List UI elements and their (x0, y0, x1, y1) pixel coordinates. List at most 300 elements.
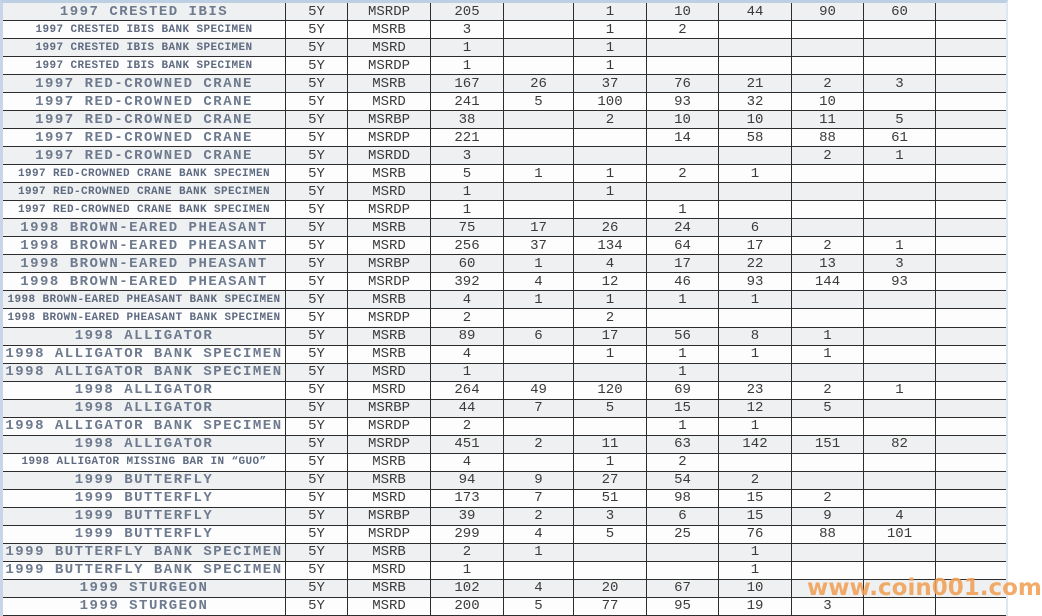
value-cell: 1 (574, 183, 647, 201)
empty-cell (936, 165, 1006, 183)
empty-cell (936, 544, 1006, 562)
value-cell: 75 (431, 219, 504, 237)
value-cell: 151 (792, 436, 864, 454)
denomination-cell: 5Y (286, 219, 348, 237)
value-cell: 95 (647, 598, 719, 616)
grade-code-cell: MSRB (348, 219, 431, 237)
empty-cell (936, 382, 1006, 400)
table-row (3, 382, 1006, 400)
denomination-cell: 5Y (286, 273, 348, 291)
empty-cell (936, 237, 1006, 255)
value-cell: 5 (864, 111, 936, 129)
value-cell (504, 201, 574, 219)
empty-cell (936, 57, 1006, 75)
value-cell: 76 (647, 75, 719, 93)
value-cell: 10 (647, 3, 719, 21)
coin-name-cell: 1998 BROWN-EARED PHEASANT BANK SPECIMEN (3, 291, 286, 309)
value-cell: 12 (574, 273, 647, 291)
value-cell (864, 598, 936, 616)
coin-name-cell: 1997 RED-CROWNED CRANE BANK SPECIMEN (3, 165, 286, 183)
empty-cell (936, 291, 1006, 309)
coin-grading-table (3, 3, 1006, 616)
value-cell (864, 580, 936, 598)
table-row (3, 21, 1006, 39)
empty-cell (936, 201, 1006, 219)
value-cell: 241 (431, 93, 504, 111)
grade-code-cell: MSRB (348, 75, 431, 93)
value-cell (719, 57, 792, 75)
value-cell: 1 (574, 39, 647, 57)
coin-name-cell: 1998 ALLIGATOR (3, 382, 286, 400)
value-cell: 1 (431, 562, 504, 580)
table-row (3, 562, 1006, 580)
empty-cell (936, 418, 1006, 436)
value-cell: 3 (792, 598, 864, 616)
coin-name-cell: 1998 BROWN-EARED PHEASANT (3, 237, 286, 255)
value-cell (647, 39, 719, 57)
value-cell (719, 147, 792, 165)
value-cell: 23 (719, 382, 792, 400)
value-cell (719, 39, 792, 57)
grade-code-cell: MSRD (348, 598, 431, 616)
value-cell: 4 (574, 255, 647, 273)
value-cell (504, 147, 574, 165)
value-cell: 4 (431, 454, 504, 472)
empty-cell (936, 346, 1006, 364)
value-cell (792, 418, 864, 436)
value-cell: 120 (574, 382, 647, 400)
table-row (3, 183, 1006, 201)
value-cell: 4 (504, 526, 574, 544)
value-cell: 2 (431, 544, 504, 562)
value-cell: 167 (431, 75, 504, 93)
coin-name-cell: 1998 ALLIGATOR BANK SPECIMEN (3, 364, 286, 382)
value-cell: 94 (431, 472, 504, 490)
value-cell: 4 (504, 273, 574, 291)
coin-name-cell: 1999 BUTTERFLY BANK SPECIMEN (3, 544, 286, 562)
coin-name-cell: 1998 ALLIGATOR (3, 400, 286, 418)
value-cell (864, 328, 936, 346)
value-cell (864, 219, 936, 237)
grade-code-cell: MSRB (348, 454, 431, 472)
value-cell: 1 (574, 57, 647, 75)
value-cell (504, 346, 574, 364)
value-cell: 1 (647, 364, 719, 382)
grade-code-cell: MSRDP (348, 309, 431, 327)
value-cell (792, 309, 864, 327)
value-cell (864, 201, 936, 219)
empty-cell (936, 526, 1006, 544)
value-cell (864, 165, 936, 183)
value-cell: 4 (504, 580, 574, 598)
table-row (3, 364, 1006, 382)
value-cell: 11 (574, 436, 647, 454)
table-row (3, 526, 1006, 544)
empty-cell (936, 364, 1006, 382)
table-row (3, 400, 1006, 418)
value-cell: 56 (647, 328, 719, 346)
value-cell (719, 454, 792, 472)
value-cell: 98 (647, 490, 719, 508)
denomination-cell: 5Y (286, 147, 348, 165)
value-cell: 14 (647, 129, 719, 147)
value-cell: 10 (719, 580, 792, 598)
value-cell (864, 346, 936, 364)
value-cell: 101 (864, 526, 936, 544)
value-cell: 1 (647, 201, 719, 219)
value-cell (504, 3, 574, 21)
empty-cell (936, 328, 1006, 346)
empty-cell (936, 472, 1006, 490)
coin-name-cell: 1999 STURGEON (3, 598, 286, 616)
value-cell: 205 (431, 3, 504, 21)
value-cell (504, 454, 574, 472)
value-cell (719, 364, 792, 382)
value-cell (647, 147, 719, 165)
value-cell: 10 (792, 93, 864, 111)
value-cell: 2 (647, 21, 719, 39)
value-cell: 256 (431, 237, 504, 255)
value-cell (864, 472, 936, 490)
value-cell (574, 129, 647, 147)
value-cell (792, 562, 864, 580)
table-row (3, 291, 1006, 309)
value-cell: 7 (504, 490, 574, 508)
grade-code-cell: MSRB (348, 544, 431, 562)
denomination-cell: 5Y (286, 562, 348, 580)
value-cell: 134 (574, 237, 647, 255)
watermark: www.coin001.com (807, 575, 1042, 601)
value-cell: 77 (574, 598, 647, 616)
value-cell: 67 (647, 580, 719, 598)
table-row (3, 75, 1006, 93)
grade-code-cell: MSRD (348, 382, 431, 400)
value-cell: 58 (719, 129, 792, 147)
table-row (3, 165, 1006, 183)
coin-name-cell: 1997 CRESTED IBIS BANK SPECIMEN (3, 39, 286, 57)
value-cell: 4 (864, 508, 936, 526)
table-row (3, 93, 1006, 111)
coin-name-cell: 1998 ALLIGATOR (3, 436, 286, 454)
value-cell: 38 (431, 111, 504, 129)
empty-cell (936, 255, 1006, 273)
value-cell: 1 (574, 346, 647, 364)
value-cell (792, 57, 864, 75)
value-cell (864, 454, 936, 472)
table-row (3, 309, 1006, 327)
empty-cell (936, 75, 1006, 93)
table-row (3, 436, 1006, 454)
value-cell: 60 (431, 255, 504, 273)
denomination-cell: 5Y (286, 508, 348, 526)
grade-code-cell: MSRDP (348, 201, 431, 219)
table-row (3, 328, 1006, 346)
value-cell: 1 (719, 418, 792, 436)
value-cell (864, 291, 936, 309)
empty-cell (936, 309, 1006, 327)
grade-code-cell: MSRB (348, 328, 431, 346)
value-cell: 17 (574, 328, 647, 346)
coin-name-cell: 1999 STURGEON (3, 580, 286, 598)
value-cell (864, 39, 936, 57)
denomination-cell: 5Y (286, 39, 348, 57)
value-cell: 26 (504, 75, 574, 93)
value-cell: 2 (719, 472, 792, 490)
value-cell: 60 (864, 3, 936, 21)
empty-cell (936, 3, 1006, 21)
value-cell (864, 400, 936, 418)
value-cell: 24 (647, 219, 719, 237)
value-cell: 1 (574, 165, 647, 183)
coin-name-cell: 1997 CRESTED IBIS (3, 3, 286, 21)
grade-code-cell: MSRDP (348, 526, 431, 544)
denomination-cell: 5Y (286, 580, 348, 598)
coin-name-cell: 1998 BROWN-EARED PHEASANT (3, 219, 286, 237)
grade-code-cell: MSRBP (348, 255, 431, 273)
grade-code-cell: MSRD (348, 237, 431, 255)
empty-cell (936, 273, 1006, 291)
value-cell: 15 (719, 490, 792, 508)
value-cell: 5 (574, 526, 647, 544)
value-cell: 39 (431, 508, 504, 526)
value-cell: 1 (647, 346, 719, 364)
value-cell (504, 364, 574, 382)
value-cell: 200 (431, 598, 504, 616)
value-cell: 392 (431, 273, 504, 291)
value-cell (504, 21, 574, 39)
value-cell: 5 (504, 598, 574, 616)
value-cell (574, 364, 647, 382)
grade-code-cell: MSRB (348, 346, 431, 364)
value-cell (792, 472, 864, 490)
value-cell: 46 (647, 273, 719, 291)
empty-cell (936, 21, 1006, 39)
value-cell: 221 (431, 129, 504, 147)
denomination-cell: 5Y (286, 364, 348, 382)
value-cell: 8 (719, 328, 792, 346)
value-cell: 142 (719, 436, 792, 454)
table-row (3, 237, 1006, 255)
coin-name-cell: 1999 BUTTERFLY (3, 472, 286, 490)
value-cell: 89 (431, 328, 504, 346)
value-cell: 100 (574, 93, 647, 111)
empty-cell (936, 183, 1006, 201)
grade-code-cell: MSRDP (348, 3, 431, 21)
value-cell (864, 309, 936, 327)
value-cell: 2 (431, 418, 504, 436)
grade-code-cell: MSRD (348, 364, 431, 382)
value-cell: 1 (574, 3, 647, 21)
value-cell (792, 364, 864, 382)
empty-cell (936, 147, 1006, 165)
denomination-cell: 5Y (286, 346, 348, 364)
table-row (3, 490, 1006, 508)
value-cell (792, 219, 864, 237)
value-cell: 1 (504, 255, 574, 273)
value-cell (504, 129, 574, 147)
denomination-cell: 5Y (286, 3, 348, 21)
value-cell (792, 165, 864, 183)
empty-cell (936, 580, 1006, 598)
value-cell (864, 21, 936, 39)
value-cell: 1 (719, 562, 792, 580)
table-row (3, 598, 1006, 616)
table-row (3, 129, 1006, 147)
value-cell: 1 (647, 418, 719, 436)
table-row (3, 273, 1006, 291)
empty-cell (936, 598, 1006, 616)
value-cell: 93 (647, 93, 719, 111)
value-cell: 102 (431, 580, 504, 598)
value-cell: 54 (647, 472, 719, 490)
denomination-cell: 5Y (286, 472, 348, 490)
coin-name-cell: 1997 RED-CROWNED CRANE (3, 75, 286, 93)
value-cell: 44 (431, 400, 504, 418)
value-cell: 64 (647, 237, 719, 255)
denomination-cell: 5Y (286, 57, 348, 75)
value-cell: 20 (574, 580, 647, 598)
value-cell (792, 21, 864, 39)
value-cell: 93 (719, 273, 792, 291)
value-cell: 13 (792, 255, 864, 273)
denomination-cell: 5Y (286, 382, 348, 400)
coin-name-cell: 1997 RED-CROWNED CRANE (3, 147, 286, 165)
coin-name-cell: 1997 CRESTED IBIS BANK SPECIMEN (3, 21, 286, 39)
value-cell: 3 (864, 75, 936, 93)
value-cell (719, 309, 792, 327)
value-cell: 25 (647, 526, 719, 544)
denomination-cell: 5Y (286, 544, 348, 562)
value-cell (647, 183, 719, 201)
coin-name-cell: 1998 BROWN-EARED PHEASANT (3, 273, 286, 291)
grade-code-cell: MSRB (348, 580, 431, 598)
value-cell (647, 562, 719, 580)
table-row (3, 57, 1006, 75)
denomination-cell: 5Y (286, 400, 348, 418)
value-cell: 21 (719, 75, 792, 93)
grade-code-cell: MSRDP (348, 129, 431, 147)
coin-name-cell: 1999 BUTTERFLY (3, 508, 286, 526)
value-cell (574, 147, 647, 165)
value-cell: 2 (792, 75, 864, 93)
value-cell (792, 291, 864, 309)
value-cell: 1 (431, 364, 504, 382)
value-cell: 44 (719, 3, 792, 21)
value-cell: 15 (719, 508, 792, 526)
denomination-cell: 5Y (286, 526, 348, 544)
grade-code-cell: MSRDP (348, 57, 431, 75)
value-cell: 11 (792, 111, 864, 129)
value-cell: 5 (792, 400, 864, 418)
value-cell: 9 (792, 508, 864, 526)
value-cell: 2 (431, 309, 504, 327)
empty-cell (936, 219, 1006, 237)
empty-cell (936, 436, 1006, 454)
value-cell: 51 (574, 490, 647, 508)
denomination-cell: 5Y (286, 454, 348, 472)
value-cell: 12 (719, 400, 792, 418)
value-cell: 4 (431, 346, 504, 364)
value-cell: 2 (792, 382, 864, 400)
denomination-cell: 5Y (286, 21, 348, 39)
table-row (3, 418, 1006, 436)
value-cell: 2 (574, 309, 647, 327)
empty-cell (936, 93, 1006, 111)
value-cell: 1 (431, 57, 504, 75)
value-cell (864, 93, 936, 111)
value-cell (719, 21, 792, 39)
table-row (3, 255, 1006, 273)
coin-name-cell: 1997 RED-CROWNED CRANE (3, 129, 286, 147)
grade-code-cell: MSRD (348, 93, 431, 111)
grade-code-cell: MSRBP (348, 400, 431, 418)
value-cell (647, 57, 719, 75)
value-cell (647, 309, 719, 327)
value-cell: 1 (431, 201, 504, 219)
value-cell (864, 418, 936, 436)
coin-name-cell: 1998 ALLIGATOR MISSING BAR IN “GUO” (3, 454, 286, 472)
value-cell: 69 (647, 382, 719, 400)
value-cell: 88 (792, 129, 864, 147)
value-cell: 15 (647, 400, 719, 418)
table-row (3, 544, 1006, 562)
value-cell (792, 454, 864, 472)
grade-code-cell: MSRB (348, 472, 431, 490)
value-cell: 3 (431, 21, 504, 39)
value-cell (504, 562, 574, 580)
value-cell: 26 (574, 219, 647, 237)
table-row (3, 201, 1006, 219)
value-cell (864, 544, 936, 562)
value-cell: 3 (431, 147, 504, 165)
value-cell: 10 (719, 111, 792, 129)
empty-cell (936, 400, 1006, 418)
value-cell: 1 (647, 291, 719, 309)
value-cell: 3 (864, 255, 936, 273)
table-row (3, 454, 1006, 472)
table-row (3, 111, 1006, 129)
grade-code-cell: MSRB (348, 21, 431, 39)
empty-cell (936, 454, 1006, 472)
value-cell: 82 (864, 436, 936, 454)
value-cell: 17 (719, 237, 792, 255)
value-cell: 1 (574, 21, 647, 39)
denomination-cell: 5Y (286, 183, 348, 201)
denomination-cell: 5Y (286, 201, 348, 219)
value-cell (792, 39, 864, 57)
grade-code-cell: MSRB (348, 291, 431, 309)
grade-code-cell: MSRD (348, 490, 431, 508)
empty-cell (936, 129, 1006, 147)
value-cell (864, 562, 936, 580)
value-cell: 76 (719, 526, 792, 544)
value-cell: 2 (792, 147, 864, 165)
value-cell: 299 (431, 526, 504, 544)
value-cell: 144 (792, 273, 864, 291)
value-cell: 6 (719, 219, 792, 237)
empty-cell (936, 111, 1006, 129)
table-row (3, 39, 1006, 57)
value-cell (504, 309, 574, 327)
value-cell: 9 (504, 472, 574, 490)
value-cell: 63 (647, 436, 719, 454)
coin-name-cell: 1997 RED-CROWNED CRANE BANK SPECIMEN (3, 183, 286, 201)
value-cell: 90 (792, 3, 864, 21)
value-cell (504, 183, 574, 201)
value-cell: 49 (504, 382, 574, 400)
value-cell (504, 57, 574, 75)
value-cell (504, 111, 574, 129)
